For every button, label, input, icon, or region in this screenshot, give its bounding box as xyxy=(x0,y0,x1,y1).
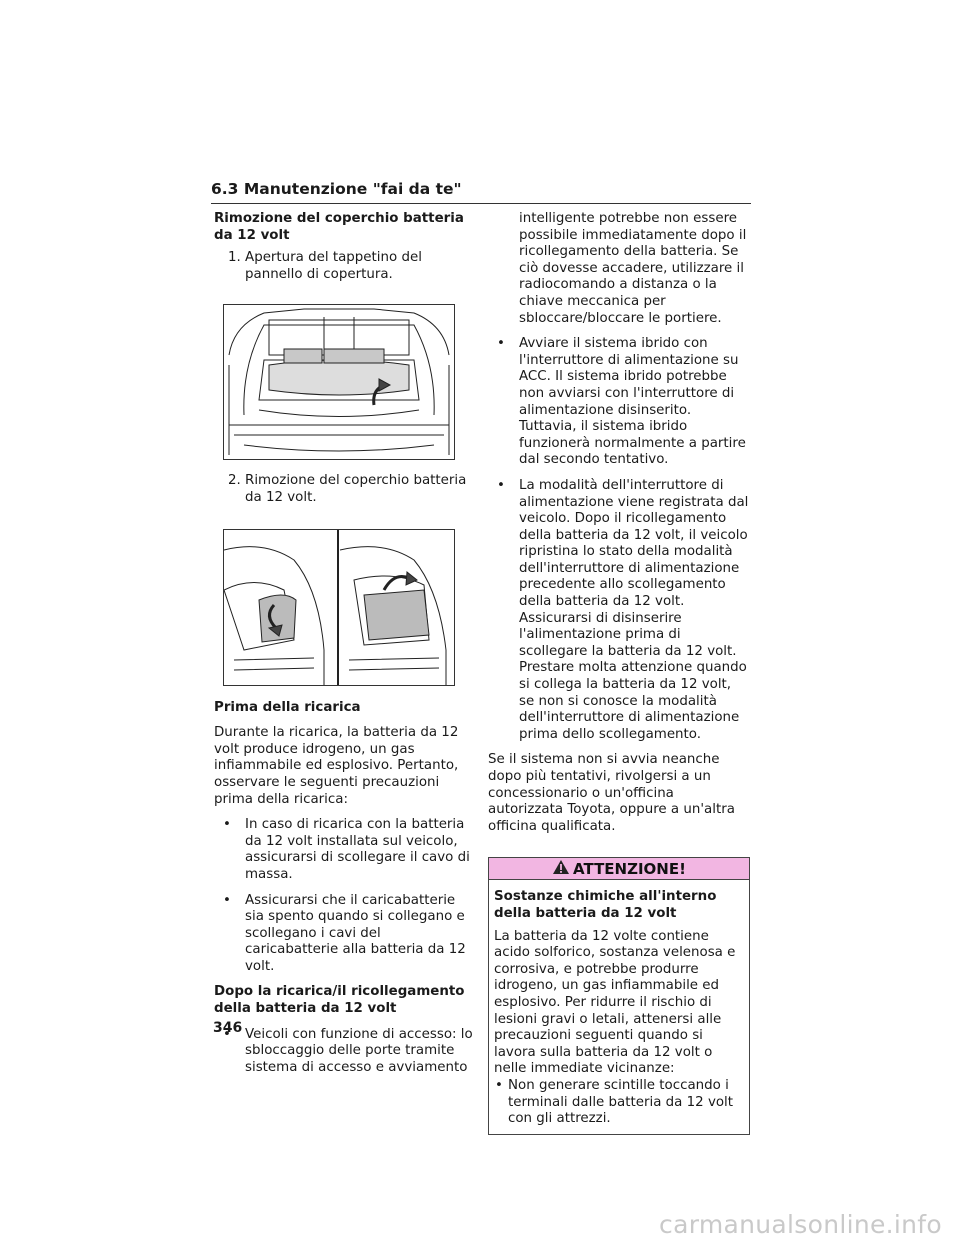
paragraph-charging-hydrogen: Durante la ricarica, la batteria da 12 volt produce idrogeno, un gas infiammabile ed esplosivo. Pertanto, osservare le seguenti precauzioni prima della ricarica: xyxy=(214,725,459,807)
warning-box xyxy=(488,857,750,1134)
paragraph-contact-dealer: Se il sistema non si avvia neanche dopo più tentativi, rivolgersi a un concessionario o un'officina autorizzata Toyota, oppure a un'altra officina qualificata. xyxy=(488,752,735,834)
heading-before-charging: Prima della ricarica xyxy=(214,699,361,715)
trunk-illustration xyxy=(224,305,454,459)
bullet-charger-off: • Assicurarsi che il caricabatterie sia spento quando si collegano e scollegano i cavi del caricabatterie alla batteria da 12 volt. xyxy=(214,893,476,976)
warning-text: La batteria da 12 volte contiene acido solforico, sostanza velenosa e corrosiva, e potrebbe produrre idrogeno, un gas infiammabile ed esplosivo. Per ridurre il rischio di lesioni gravi o letali, attenersi alle precauzioni seguenti quando si lavora sulla batteria da 12 volt o nelle immediate vicinanze: xyxy=(494,928,736,1077)
warning-title: ATTENZIONE! xyxy=(573,859,686,878)
figure-trunk-mat xyxy=(223,304,455,460)
step-2: 2. Rimozione del coperchio batteria da 12 volt. xyxy=(228,473,467,505)
bullet-power-mode: • La modalità dell'interruttore di alimentazione viene registrata dal veicolo. Dopo il ricollegamento della batteria da 12 volt, il veicolo ripristina lo stato della modalità dell'interruttore di alimentazione precedente allo scollegamento della batteria da 12 volt. Assicurarsi di disinserire l'alimentazione prima di scollegare la batteria da 12 volt. Prestare molta attenzione quando si collega la batteria da 12 volt, se non si conosce la modalità dell'interruttore di alimentazione prima dello scollegamento. xyxy=(488,478,750,744)
figure-cover-removal xyxy=(223,529,455,686)
warning-bullet-sparks: • Non generare scintille toccando i terminali dalle batteria da 12 volt con gli attrezzi. xyxy=(494,1078,743,1128)
bullet-start-acc: • Avviare il sistema ibrido con l'interruttore di alimentazione su ACC. Il sistema ibrido potrebbe non avviarsi con l'interruttore di alimentazione disinserito. Tuttavia, il sistema ibrido funzionerà normalmente a partire dal secondo tentativo. xyxy=(488,336,750,469)
warning-triangle-icon xyxy=(552,859,570,879)
section-header: 6.3 Manutenzione "fai da te" xyxy=(211,180,751,204)
bullet-smart-entry-continued: intelligente potrebbe non essere possibile immediatamente dopo il ricollegamento della batteria. Se ciò dovesse accadere, utilizzare il radiocomando a distanza o la chiave meccanica per sbloccare/bloccare le portiere. xyxy=(519,211,747,326)
step-1: 1. Apertura del tappetino del pannello di copertura. xyxy=(228,250,422,282)
page-number: 346 xyxy=(213,1020,243,1036)
watermark: carmanualsonline.info xyxy=(659,1210,942,1240)
cover-removal-illustration xyxy=(224,530,454,685)
warning-body xyxy=(489,880,749,1133)
heading-after-charging: Dopo la ricarica/il ricollegamento della batteria da 12 volt xyxy=(214,984,465,1017)
right-column xyxy=(488,211,750,1135)
warning-heading: Sostanze chimiche all'interno della batteria da 12 volt xyxy=(494,889,717,921)
bullet-smart-entry: • Veicoli con funzione di accesso: lo sbloccaggio delle porte tramite sistema di accesso e avviamento xyxy=(214,1027,476,1077)
warning-title-bar xyxy=(489,858,749,880)
bullet-ground-cable: • In caso di ricarica con la batteria da 12 volt installata sul veicolo, assicurarsi di scollegare il cavo di massa. xyxy=(214,817,476,883)
heading-battery-cover-removal: Rimozione del coperchio batteria da 12 volt xyxy=(214,211,464,243)
left-column xyxy=(214,211,476,1076)
